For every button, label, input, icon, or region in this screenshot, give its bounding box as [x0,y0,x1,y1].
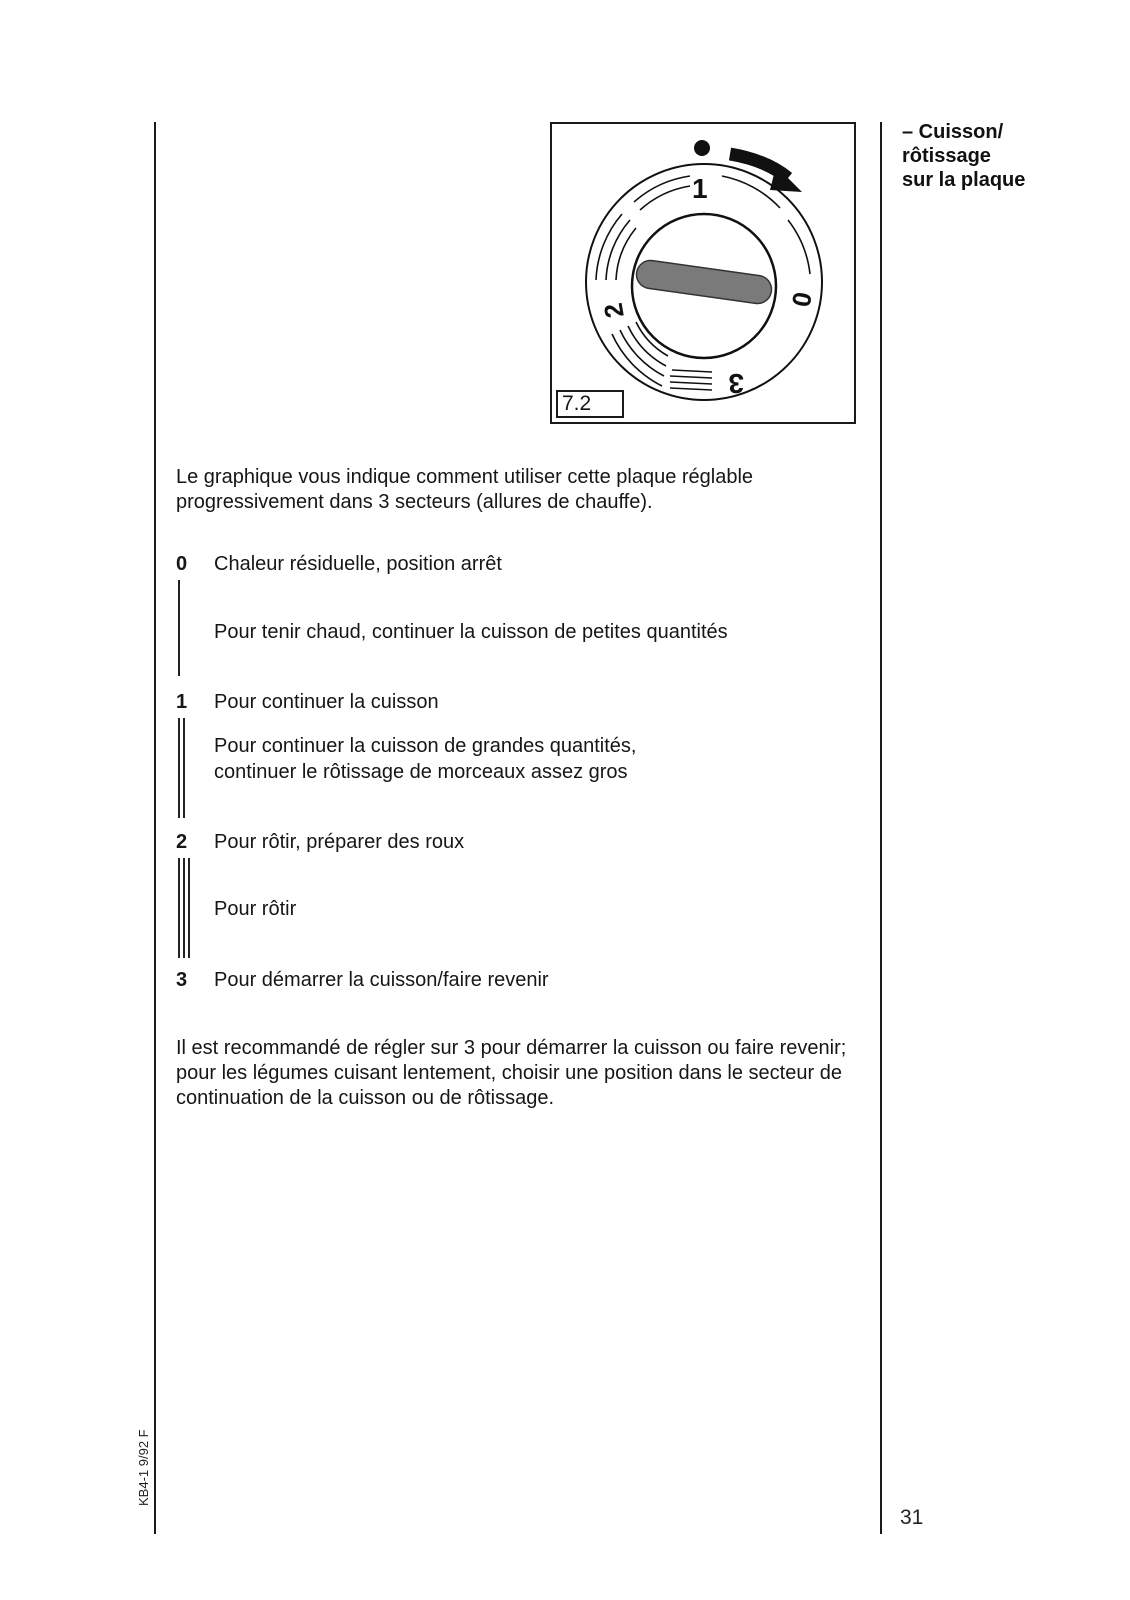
section-heading-line: sur la plaque [902,169,1026,191]
sector-bar-single [178,580,180,676]
level-number-1: 1 [176,691,188,713]
level-number-3: 3 [176,969,188,991]
level-text-2: Pour rôtir, préparer des roux [214,831,465,853]
sector-bar-triple [178,858,190,958]
control-dial-illustration [552,124,854,422]
recommendation-paragraph: Il est recommandé de régler sur 3 pour démarrer la cuisson ou faire revenir; pour les légumes cuisant lentement, choisir une position dans le secteur de continuation de la cuisson ou de rôtissage. [176,1037,847,1109]
section-heading-line: – Cuisson/ [902,121,1004,143]
level-text-keep-warm: Pour tenir chaud, continuer la cuisson de petites quantités [214,621,728,643]
right-margin-rule [880,122,882,1534]
level-number-0: 0 [176,553,188,575]
dial-dot-marker [694,140,710,156]
page-number: 31 [900,1506,924,1529]
section-heading [902,120,1122,192]
level-text-1: Pour continuer la cuisson [214,691,439,713]
figure-label: 7.2 [556,390,624,418]
left-margin-rule [154,122,156,1534]
section-heading-line: rôtissage [902,145,991,167]
sector-bar-double [178,718,185,818]
rotation-arrow-icon [730,154,802,192]
level-text-large-quantities: continuer le rôtissage de morceaux assez gros [214,761,628,783]
intro-paragraph: Le graphique vous indique comment utiliser cette plaque réglable progressivement dans 3 secteurs (allures de chauffe). [176,466,754,513]
level-text-large-quantities: Pour continuer la cuisson de grandes quantités, [214,735,637,757]
dial-mark-1: 1 [692,173,708,204]
document-code: KB4-1 9/92 F [136,1429,151,1506]
level-text-roast: Pour rôtir [214,898,297,920]
dial-mark-2: 2 [597,300,630,321]
dial-mark-0: 0 [785,289,818,310]
level-number-2: 2 [176,831,188,853]
level-text-3: Pour démarrer la cuisson/faire revenir [214,969,549,991]
dial-figure [550,122,856,424]
dial-mark-3: 3 [728,368,744,399]
level-text-0: Chaleur résiduelle, position arrêt [214,553,502,575]
